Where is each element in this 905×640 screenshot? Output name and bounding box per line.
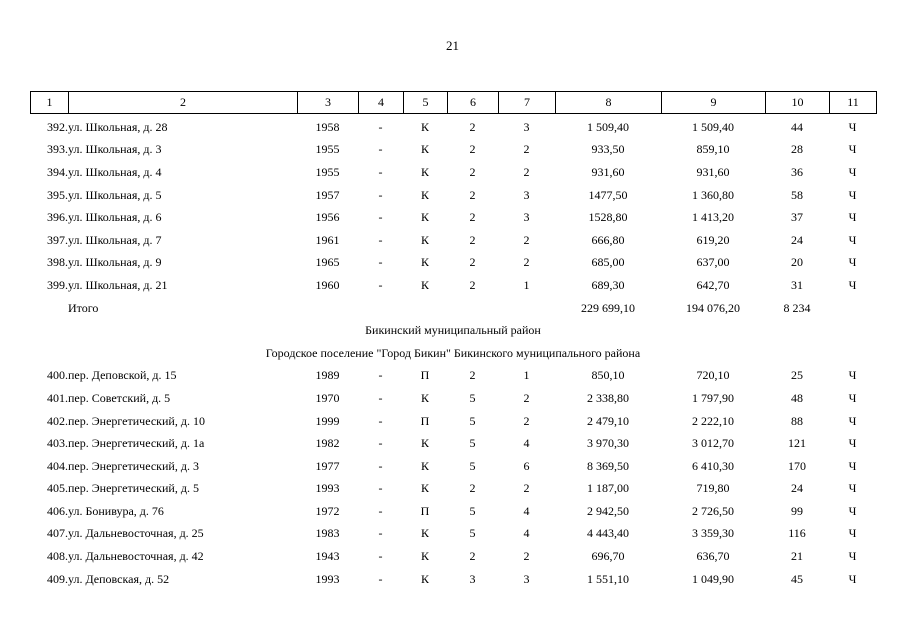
header-cell: 1 xyxy=(31,92,69,114)
address-cell: ул. Школьная, д. 5 xyxy=(68,187,162,202)
table-cell: - xyxy=(378,526,383,541)
table-cell: - xyxy=(378,210,383,225)
row-number: 407. xyxy=(47,526,68,541)
address-cell: ул. Школьная, д. 4 xyxy=(68,164,162,179)
address-cell: ул. Школьная, д. 21 xyxy=(68,277,168,292)
header-cell: 6 xyxy=(448,92,499,114)
table-cell: 229 699,10 xyxy=(581,300,635,315)
header-cell: 2 xyxy=(69,92,298,114)
row-number: 393. xyxy=(47,142,68,157)
table-cell: 1955 xyxy=(315,164,340,179)
row-number: 395. xyxy=(47,187,68,202)
table-cell: 37 xyxy=(791,210,803,225)
table-cell: Ч xyxy=(848,187,857,202)
table-cell: Ч xyxy=(848,210,857,225)
table-cell: 2 222,10 xyxy=(692,413,734,428)
header-cell: 7 xyxy=(499,92,556,114)
table-cell xyxy=(829,297,876,320)
table-cell: 2 xyxy=(523,390,530,405)
table-cell: 5 xyxy=(469,503,476,518)
address-cell: Итого xyxy=(68,300,99,315)
table-cell: 637,00 xyxy=(696,255,730,270)
table-cell: 1983 xyxy=(315,526,340,541)
table-cell: К xyxy=(420,142,429,157)
table-cell: К xyxy=(420,277,429,292)
table-cell: 48 xyxy=(791,390,803,405)
table-cell: 2 xyxy=(469,368,476,383)
table-cell: 3 012,70 xyxy=(692,436,734,451)
table-cell: П xyxy=(420,503,430,518)
table-cell: 31 xyxy=(791,277,803,292)
total-row xyxy=(30,297,876,320)
table-cell: 3 xyxy=(523,210,530,225)
table-cell: 8 369,50 xyxy=(587,458,629,473)
table-cell: 2 xyxy=(523,232,530,247)
address-cell: ул. Школьная, д. 7 xyxy=(68,232,162,247)
row-number: 398. xyxy=(47,255,68,270)
table-cell: 2 xyxy=(523,481,530,496)
header-row xyxy=(31,92,877,114)
address-cell: пер. Энергетический, д. 10 xyxy=(68,413,205,428)
table-cell: - xyxy=(378,413,383,428)
table-cell: 99 xyxy=(791,503,803,518)
table-cell: 2 xyxy=(469,549,476,564)
table-cell: 5 xyxy=(469,458,476,473)
table-cell: 2 xyxy=(469,277,476,292)
table-cell: К xyxy=(420,526,429,541)
table-cell: 194 076,20 xyxy=(686,300,740,315)
table-cell: 21 xyxy=(791,549,803,564)
table-cell: - xyxy=(378,458,383,473)
table-row xyxy=(30,500,876,523)
table-row xyxy=(30,161,876,184)
table-cell xyxy=(403,297,447,320)
table-cell: К xyxy=(420,119,429,134)
table-cell: 2 xyxy=(469,187,476,202)
table-cell: 4 xyxy=(523,436,530,451)
table-cell: П xyxy=(420,413,430,428)
table-cell: Ч xyxy=(848,413,857,428)
address-cell: ул. Дальневосточная, д. 42 xyxy=(68,549,204,564)
section-heading-row xyxy=(30,319,876,342)
table-cell: 2 xyxy=(523,255,530,270)
table-cell: 636,70 xyxy=(696,549,730,564)
table-cell: 25 xyxy=(791,368,803,383)
table-row xyxy=(30,523,876,546)
table-cell: 2 xyxy=(469,481,476,496)
address-cell: ул. Школьная, д. 3 xyxy=(68,142,162,157)
table-cell: Ч xyxy=(848,458,857,473)
address-cell: ул. Школьная, д. 6 xyxy=(68,210,162,225)
table-cell: 2 xyxy=(523,142,530,157)
table-row xyxy=(30,252,876,275)
table-cell: 58 xyxy=(791,187,803,202)
table-cell: 24 xyxy=(791,232,803,247)
table-cell: - xyxy=(378,142,383,157)
table-cell: К xyxy=(420,571,429,586)
table-cell: 2 479,10 xyxy=(587,413,629,428)
address-cell: ул. Школьная, д. 9 xyxy=(68,255,162,270)
table-cell: 2 xyxy=(469,232,476,247)
table-row xyxy=(30,116,876,139)
table-cell: - xyxy=(378,277,383,292)
row-number: 403. xyxy=(47,436,68,451)
table-cell: 931,60 xyxy=(696,164,730,179)
table-cell: Ч xyxy=(848,232,857,247)
table-cell: 5 xyxy=(469,436,476,451)
table-cell: 1 187,00 xyxy=(587,481,629,496)
table-cell: 2 xyxy=(469,255,476,270)
table-cell: 170 xyxy=(788,458,806,473)
table-cell: 3 xyxy=(523,119,530,134)
table-cell: Ч xyxy=(848,164,857,179)
column-header-table xyxy=(30,91,877,114)
table-row xyxy=(30,139,876,162)
address-cell: ул. Школьная, д. 28 xyxy=(68,119,168,134)
table-cell: 1 413,20 xyxy=(692,210,734,225)
table-cell: 850,10 xyxy=(591,368,625,383)
table-row xyxy=(30,365,876,388)
header-cell: 3 xyxy=(298,92,359,114)
table-cell: 36 xyxy=(791,164,803,179)
table-row xyxy=(30,184,876,207)
table-cell: 2 xyxy=(469,164,476,179)
table-cell xyxy=(498,297,555,320)
table-row xyxy=(30,387,876,410)
table-cell: Ч xyxy=(848,526,857,541)
table-cell: - xyxy=(378,481,383,496)
table-cell: Ч xyxy=(848,390,857,405)
table-row xyxy=(30,432,876,455)
table-cell: 1 509,40 xyxy=(587,119,629,134)
table-cell: 2 xyxy=(469,210,476,225)
table-cell: 1961 xyxy=(315,232,340,247)
table-cell xyxy=(447,297,498,320)
data-table xyxy=(30,116,876,590)
address-cell: ул. Дальневосточная, д. 25 xyxy=(68,526,204,541)
address-cell: пер. Энергетический, д. 5 xyxy=(68,481,199,496)
table-cell: 1977 xyxy=(315,458,340,473)
row-number: 405. xyxy=(47,481,68,496)
table-cell: 20 xyxy=(791,255,803,270)
table-cell: - xyxy=(378,119,383,134)
table-cell: 1965 xyxy=(315,255,340,270)
table-cell: 1477,50 xyxy=(588,187,628,202)
table-row xyxy=(30,229,876,252)
table-cell: К xyxy=(420,549,429,564)
table-row xyxy=(30,455,876,478)
table-cell: 1 049,90 xyxy=(692,571,734,586)
table-cell: - xyxy=(378,571,383,586)
table-cell: 3 xyxy=(523,187,530,202)
table-cell: К xyxy=(420,164,429,179)
row-number: 406. xyxy=(47,503,68,518)
table-cell: - xyxy=(378,390,383,405)
table-cell: 696,70 xyxy=(591,549,625,564)
table-cell: К xyxy=(420,390,429,405)
table-cell: 685,00 xyxy=(591,255,625,270)
table-cell: 1 xyxy=(523,277,530,292)
table-cell: 933,50 xyxy=(591,142,625,157)
table-cell: 689,30 xyxy=(591,277,625,292)
table-cell: 5 xyxy=(469,413,476,428)
table-cell: 6 xyxy=(523,458,530,473)
table-cell: Ч xyxy=(848,255,857,270)
row-number: 399. xyxy=(47,277,68,292)
table-cell: 2 xyxy=(469,119,476,134)
row-number: 397. xyxy=(47,232,68,247)
table-cell: 88 xyxy=(791,413,803,428)
table-cell: 3 359,30 xyxy=(692,526,734,541)
table-cell: 2 942,50 xyxy=(587,503,629,518)
header-cell: 11 xyxy=(830,92,877,114)
table-row xyxy=(30,410,876,433)
table-cell: - xyxy=(378,187,383,202)
table-cell: 931,60 xyxy=(591,164,625,179)
address-cell: пер. Энергетический, д. 1а xyxy=(68,436,205,451)
table-cell: 1 360,80 xyxy=(692,187,734,202)
address-cell: пер. Энергетический, д. 3 xyxy=(68,458,199,473)
table-cell: 8 234 xyxy=(783,300,811,315)
row-number: 400. xyxy=(47,368,68,383)
table-cell xyxy=(358,297,403,320)
table-cell: 859,10 xyxy=(696,142,730,157)
table-cell: К xyxy=(420,481,429,496)
table-cell: 4 443,40 xyxy=(587,526,629,541)
table-cell: 666,80 xyxy=(591,232,625,247)
table-cell: К xyxy=(420,436,429,451)
table-row xyxy=(30,568,876,591)
row-number: 401. xyxy=(47,390,68,405)
table-cell: 1956 xyxy=(315,210,340,225)
table-cell: К xyxy=(420,458,429,473)
table-cell: 5 xyxy=(469,390,476,405)
table-cell: - xyxy=(378,549,383,564)
table-cell: К xyxy=(420,232,429,247)
table-cell: 44 xyxy=(791,119,803,134)
table-cell: Ч xyxy=(848,119,857,134)
header-cell: 9 xyxy=(662,92,766,114)
table-cell: - xyxy=(378,503,383,518)
table-cell: 619,20 xyxy=(696,232,730,247)
table-cell: 1943 xyxy=(315,549,340,564)
header-cell: 4 xyxy=(359,92,404,114)
address-cell: пер. Деповской, д. 15 xyxy=(68,368,177,383)
table-cell: 4 xyxy=(523,526,530,541)
table-cell: Ч xyxy=(848,481,857,496)
row-number: 409. xyxy=(47,571,68,586)
table-row xyxy=(30,545,876,568)
table-cell: 2 xyxy=(523,549,530,564)
table-cell: 1960 xyxy=(315,277,340,292)
table-cell: 642,70 xyxy=(696,277,730,292)
table-cell: 5 xyxy=(469,526,476,541)
table-cell: 1 xyxy=(523,368,530,383)
table-cell: Ч xyxy=(848,549,857,564)
table-row xyxy=(30,274,876,297)
table-cell: 3 xyxy=(523,571,530,586)
row-number xyxy=(30,297,68,320)
table-cell: 1957 xyxy=(315,187,340,202)
table-cell: 3 970,30 xyxy=(587,436,629,451)
table-cell: Ч xyxy=(848,436,857,451)
table-cell: 121 xyxy=(788,436,806,451)
address-cell: ул. Бонивура, д. 76 xyxy=(68,503,164,518)
table-cell: 720,10 xyxy=(696,368,730,383)
table-cell: Ч xyxy=(848,277,857,292)
table-cell: 1972 xyxy=(315,503,340,518)
table-cell: К xyxy=(420,210,429,225)
table-cell: К xyxy=(420,187,429,202)
table-cell xyxy=(297,297,358,320)
table-cell: 28 xyxy=(791,142,803,157)
row-number: 394. xyxy=(47,164,68,179)
section-heading: Бикинский муниципальный район xyxy=(365,323,541,338)
table-cell: 3 xyxy=(469,571,476,586)
table-cell: 1982 xyxy=(315,436,340,451)
table-cell: 1528,80 xyxy=(588,210,628,225)
table-cell: 2 xyxy=(469,142,476,157)
table-cell: Ч xyxy=(848,571,857,586)
row-number: 404. xyxy=(47,458,68,473)
table-row xyxy=(30,478,876,501)
table-cell: - xyxy=(378,436,383,451)
table-cell: 1970 xyxy=(315,390,340,405)
table-cell: 1 509,40 xyxy=(692,119,734,134)
table-cell: 45 xyxy=(791,571,803,586)
table-cell: 6 410,30 xyxy=(692,458,734,473)
table-cell: 1989 xyxy=(315,368,340,383)
table-cell: П xyxy=(420,368,430,383)
table-cell: К xyxy=(420,255,429,270)
table-cell: 1993 xyxy=(315,481,340,496)
row-number: 402. xyxy=(47,413,68,428)
table-cell: - xyxy=(378,368,383,383)
row-number: 408. xyxy=(47,549,68,564)
address-cell: ул. Деповская, д. 52 xyxy=(68,571,170,586)
table-cell: 116 xyxy=(788,526,806,541)
table-cell: 2 xyxy=(523,164,530,179)
table-cell: 1993 xyxy=(315,571,340,586)
table-cell: 719,80 xyxy=(696,481,730,496)
page-number: 21 xyxy=(446,38,459,53)
header-cell: 5 xyxy=(404,92,448,114)
table-cell: - xyxy=(378,232,383,247)
table-cell: 2 726,50 xyxy=(692,503,734,518)
table-cell: 4 xyxy=(523,503,530,518)
row-number: 396. xyxy=(47,210,68,225)
table-cell: Ч xyxy=(848,503,857,518)
table-cell: 2 338,80 xyxy=(587,390,629,405)
table-row xyxy=(30,206,876,229)
table-cell: 1 551,10 xyxy=(587,571,629,586)
table-cell: 1999 xyxy=(315,413,340,428)
table-cell: 1958 xyxy=(315,119,340,134)
table-cell: Ч xyxy=(848,142,857,157)
row-number: 392. xyxy=(47,119,68,134)
header-cell: 10 xyxy=(766,92,830,114)
table-cell: - xyxy=(378,164,383,179)
section-heading: Городское поселение "Город Бикин" Бикинского муниципального района xyxy=(265,345,641,360)
table-cell: 2 xyxy=(523,413,530,428)
table-cell: - xyxy=(378,255,383,270)
header-cell: 8 xyxy=(556,92,662,114)
table-cell: Ч xyxy=(848,368,857,383)
section-heading-row xyxy=(30,342,876,365)
table-cell: 1 797,90 xyxy=(692,390,734,405)
address-cell: пер. Советский, д. 5 xyxy=(68,390,171,405)
table-cell: 1955 xyxy=(315,142,340,157)
table-cell: 24 xyxy=(791,481,803,496)
